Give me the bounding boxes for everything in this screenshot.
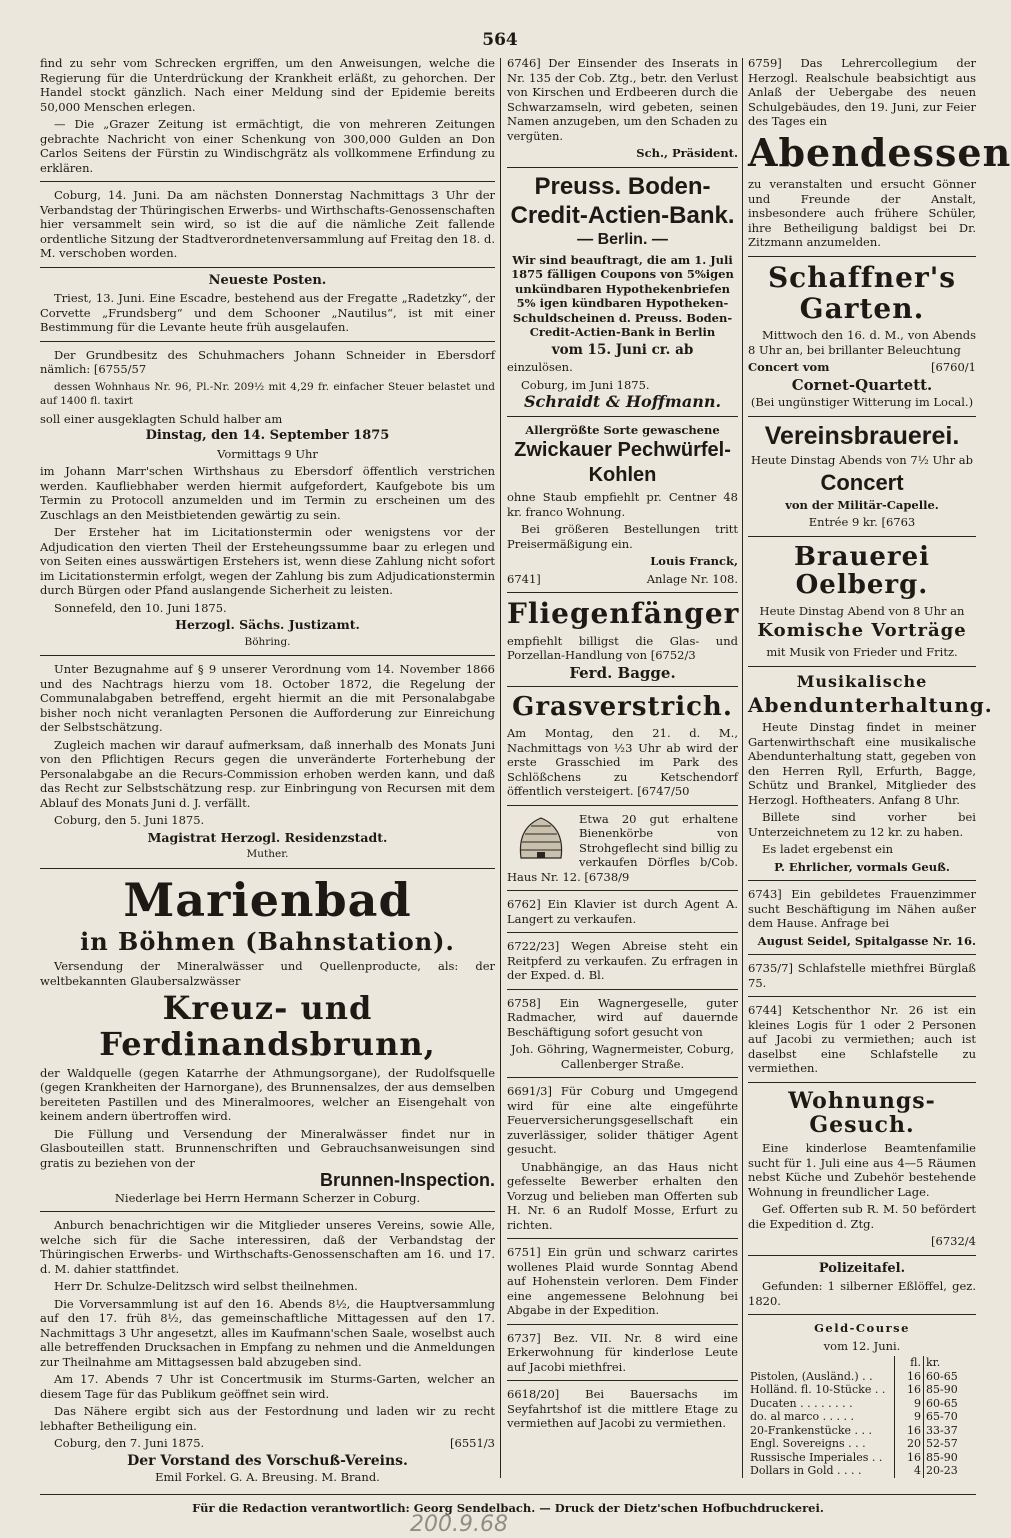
divider — [748, 1082, 976, 1083]
rate-kr: 20-23 — [924, 1464, 977, 1478]
brauerei-concert: Concert — [820, 469, 904, 495]
musik-text-3: Es ladet ergebenst ein — [762, 842, 894, 857]
ad-6737: 6737] Bez. VII. Nr. 8 wird eine Erkerwohnung für kinderlose Leute auf Jacobi miethfrei. — [507, 1330, 738, 1374]
marienbad-text-3: Die Füllung und Versendung der Mineralwässer findet nur in Glasbouteillen statt. Brunnenschriften und Gebrauchsanweisungen sind gratis zu beziehen von der — [40, 1126, 495, 1170]
divider — [507, 416, 738, 417]
divider — [507, 989, 738, 990]
marienbad-text-1: Versendung der Mineralwässer und Quellenproducte, als: der weltbekannten Glaubersalzwässer — [40, 959, 495, 988]
rate-kr: 65-70 — [924, 1410, 977, 1424]
garten-text: Mittwoch den 16. d. M., von Abends 8 Uhr an, bei brillanter Beleuchtung — [748, 328, 976, 357]
divider — [507, 805, 738, 806]
divider — [40, 341, 495, 342]
verein-text-3: Die Vorversammlung ist auf den 16. Abends 8½, die Hauptversammlung auf den 17. früh 8½, das gemeinschaftliche Mittagessen auf den 17. Nachmittags 3 Uhr angesetzt, alles im Kaufmann'schen Saale, woselbst auch alle betreffenden Drucksachen in Empfang zu nehmen und die Anmeldungen zur Theilnahme am Mittagsessen bald abzugeben sind. — [40, 1296, 495, 1369]
bank-text-3: einzulösen. — [507, 360, 573, 375]
niederlage: Niederlage bei Herrn Hermann Scherzer in Coburg. — [114, 1190, 421, 1205]
coal-text-2: Bei größeren Bestellungen tritt Preisermäßigung ein. — [507, 522, 738, 551]
divider — [507, 1238, 738, 1239]
exchange-rate-table — [748, 1356, 976, 1478]
marienbad-springs: Kreuz- und Ferdinandsbrunn, — [99, 989, 436, 1063]
bank-city: — Berlin. — — [577, 230, 668, 248]
table-row — [748, 1370, 976, 1384]
cholera-report: find zu sehr vom Schrecken ergriffen, um den Anweisungen, welche die Regierung für die Unterdrückung der Krankheit erläßt, zu gehorchen. Der Handel stockt gänzlich. Nach einer Meldung sind der Epidemie bereits 50,000 Menschen erlegen. — [40, 56, 495, 114]
oelberg-title: Brauerei Oelberg. — [793, 541, 931, 601]
ad-6722: 6722/23] Wegen Abreise steht ein Reitpferd zu verkaufen. Zu erfragen in der Exped. d. Bl. — [507, 939, 738, 983]
beehive-icon — [511, 814, 571, 860]
table-row — [748, 1437, 976, 1451]
gras-text: Am Montag, den 21. d. M., Nachmittags von ½3 Uhr ab wird der erste Grasschied im Park des Schlößchens zu Ketschendorf öffentlich versteigert. [6747/50 — [507, 726, 738, 799]
coal-ref: 6741] — [507, 571, 541, 586]
auction-signer: Böhring. — [244, 635, 291, 648]
hive-text: Etwa 20 gut erhaltene Bienenkörbe von Strohgeflecht sind billig zu verkaufen Dörfles b/Cob. Haus Nr. 12. [6738/9 — [507, 811, 738, 884]
rate-kr: 60-65 — [924, 1397, 977, 1411]
column-divider — [742, 58, 743, 1478]
fly-seller: Ferd. Bagge. — [569, 663, 676, 682]
verein-ref: [6551/3 — [450, 1436, 495, 1451]
musik-title-2: Abendunterhaltung. — [748, 693, 993, 718]
oelberg-text: Heute Dinstag Abend von 8 Uhr an — [759, 603, 965, 618]
rate-fl: 16 — [895, 1370, 924, 1384]
wohnung-text: Eine kinderlose Beamtenfamilie sucht für 1. Juli eine aus 4—5 Räumen nebst Küche und Zubehör bestehende Wohnung in freundlicher Lage. — [748, 1141, 976, 1199]
ad-6743: 6743] Ein gebildetes Frauenzimmer sucht Beschäftigung im Nähen außer dem Hause. Anfrage bei — [748, 887, 976, 931]
ad-6758-signer: Joh. Göhring, Wagnermeister, Coburg, Callenberger Straße. — [510, 1042, 735, 1071]
ad-6744: 6744] Ketschenthor Nr. 26 ist ein kleines Logis für 1 oder 2 Personen auf Jacobi zu vermiethen; auch ist daselbst eine Schlafstelle zu vermiethen. — [748, 1003, 976, 1076]
auction-house: dessen Wohnhaus Nr. 96, Pl.-Nr. 209½ mit 4,29 fr. einfacher Steuer belastet und auf 1400 fl. taxirt — [40, 380, 495, 407]
divider — [40, 181, 495, 182]
musik-text: Heute Dinstag findet in meiner Gartenwirthschaft eine musikalische Abendunterhaltung statt, gegeben von den Herren Ryll, Erfurth, Bagge, Schütz und Brankel, Mitglieder des Herzogl. Hoftheaters. Anfang 8 Uhr. — [748, 720, 976, 807]
coal-title-1: Zwickauer Pechwürfel- — [514, 439, 731, 462]
garten-ref: [6760/1 — [931, 360, 976, 375]
rate-kr: 52-57 — [924, 1437, 977, 1451]
auction-terms: Der Ersteher hat im Licitationstermin oder wenigstens vor der Adjudication den vierten Theil der Ersteheungssumme baar zu erlegen und von Seiten eines ausswärtigen Erstehers ist, wenn diese Zahlung nicht sofort im Licitationstermin erfolgt, wegen der Zahlung bis zum Adjudicationstermin durch Bürgen oder Pfand auslangende Sicherheit zu leisten. — [40, 525, 495, 597]
coburg-report: Coburg, 14. Juni. Da am nächsten Donnerstag Nachmittags 3 Uhr der Verbandstag der Thüringischen Erwerbs- und Wirthschafts-Genossenschaften hier versammelt sein wird, so ist die auf die nämliche Zeit fallende ordentliche Sitzung der Stadtverordnetenversammlung auf Freitag den 18. d. M. verschoben worden. — [40, 188, 495, 260]
brauerei-ref: [6763 — [881, 515, 916, 530]
rate-fl: 20 — [895, 1437, 924, 1451]
pencil-annotation: 200.9.68 — [410, 1512, 508, 1537]
magistrat-dateline: Coburg, den 5. Juni 1875. — [54, 813, 205, 827]
geld-title: Geld-Course — [814, 1321, 910, 1336]
ad-6746-signer: Sch., Präsident. — [636, 146, 738, 160]
coal-title-2: Kohlen — [588, 464, 657, 487]
auction-dateline: Sonnefeld, den 10. Juni 1875. — [54, 600, 227, 615]
magistrat-signer: Muther. — [246, 848, 289, 860]
page-footer: Für die Redaction verantwortlich: Georg Sendelbach. — Druck der Dietz'schen Hofbuchdruckerei. — [40, 1494, 976, 1515]
table-header-row — [748, 1356, 976, 1370]
rate-fl: 4 — [895, 1464, 924, 1478]
magistrat-text-1: Unter Bezugnahme auf § 9 unserer Verordnung vom 14. November 1866 und des Nachtrags hierzu vom 18. October 1872, die Regelung der Communalabgaben betreffend, ergeht hiermit an die mit Personalabgabe bisher noch nicht veranlagten Personen die Aufforderung zur Einreichung der Selbstschätzung. — [40, 662, 495, 734]
divider — [748, 416, 976, 417]
currency-name: Dollars in Gold . . . . — [750, 1464, 862, 1478]
rate-kr: 33-37 — [924, 1424, 977, 1438]
column-divider — [500, 58, 501, 1478]
coal-address: Anlage Nr. 108. — [646, 571, 738, 586]
rate-fl: 16 — [895, 1383, 924, 1397]
garten-concert: Concert vom — [748, 360, 830, 375]
geld-date: vom 12. Juni. — [823, 1338, 901, 1353]
auction-authority: Herzogl. Sächs. Justizamt. — [175, 617, 360, 632]
divider — [507, 686, 738, 687]
magistrat-text-2: Zugleich machen wir darauf aufmerksam, daß innerhalb des Monats Juni von den Pflichtigen Recurs gegen die unveränderte Forterhebung der Personalabgabe an die Recurs-Commission erhoben werden kann, und daß das Recht zur Selbstschätzung resp. zur Einbringung von Recursen mit dem Ablauf des Monats Juni d. J. verfällt. — [40, 737, 495, 810]
currency-name: 20-Frankenstücke . . . — [750, 1423, 872, 1437]
rate-fl: 16 — [895, 1451, 924, 1465]
ad-6743-signer: August Seidel, Spitalgasse Nr. 16. — [757, 933, 976, 948]
wohnung-text-2: Gef. Offerten sub R. M. 50 befördert die Expedition d. Ztg. — [748, 1202, 976, 1231]
verein-signers: Emil Forkel. G. A. Breusing. M. Brand. — [155, 1470, 380, 1485]
graz-report: — Die „Grazer Zeitung ist ermächtigt, die von mehreren Zeitungen gebrachte Nachricht von einer Schenkung von 300,000 Gulden an Don Carlos Seitens der Fürstin zu Windischgrätz als vollkommene Erfindung zu erklären. — [40, 117, 495, 175]
divider — [748, 954, 976, 955]
divider — [40, 868, 495, 869]
currency-name: Russische Imperiales . . — [750, 1450, 883, 1464]
currency-name: Holländ. fl. 10-Stücke . . — [750, 1383, 886, 1397]
divider — [507, 592, 738, 593]
currency-name: Ducaten . . . . . . . . — [750, 1396, 853, 1410]
musik-signer: P. Ehrlicher, vormals Geuß. — [774, 859, 950, 874]
brauerei-text: Heute Dinstag Abends von 7½ Uhr ab — [751, 453, 973, 468]
bank-title-1: Preuss. Boden- — [534, 172, 711, 200]
garten-quartet: Cornet-Quartett. — [791, 375, 933, 394]
divider — [507, 167, 738, 168]
rate-fl: 9 — [895, 1410, 924, 1424]
bank-signer: Schraidt & Hoffmann. — [523, 392, 722, 412]
divider — [748, 1255, 976, 1256]
brauerei-entry-line — [748, 515, 976, 530]
polizei-title: Polizeitafel. — [818, 1260, 906, 1276]
bank-text-1: Wir sind beauftragt, die am 1. Juli 1875 fälligen Coupons von 5%igen unkündbaren Hypothekenbriefen 5% igen kündbaren Hypotheken-Schuldscheinen d. Preuss. Boden-Credit-Actien-Bank in Berlin — [511, 252, 734, 340]
musik-text-2: Billete sind vorher bei Unterzeichnetem zu 12 kr. zu haben. — [748, 810, 976, 839]
table-row — [748, 1464, 976, 1478]
divider — [507, 1077, 738, 1078]
rate-kr: 85-90 — [924, 1451, 977, 1465]
ad-6735: 6735/7] Schlafstelle miethfrei Bürglaß 75. — [748, 961, 976, 990]
bank-title-2: Credit-Actien-Bank. — [510, 201, 735, 229]
table-row — [748, 1397, 976, 1411]
marienbad-title: Marienbad — [123, 872, 412, 927]
verein-text-5: Das Nähere ergibt sich aus der Festordnung und laden wir zu recht lebhafter Betheiligung ein. — [40, 1404, 495, 1433]
verein-text-1: Anburch benachrichtigen wir die Mitglieder unseres Vereins, sowie Alle, welche sich für die Sache interessiren, daß der Verbandstag der Thüringischen Erwerbs- und Wirthschafts-Genossenschaften am 16. und 17. d. M. dahier stattfindet. — [40, 1218, 495, 1276]
rate-kr: 85-90 — [924, 1383, 977, 1397]
rate-kr: 60-65 — [924, 1370, 977, 1384]
wohnung-ref: [6732/4 — [931, 1234, 976, 1249]
coal-text: ohne Staub empfiehlt pr. Centner 48 kr. franco Wohnung. — [507, 490, 738, 519]
fly-text: empfiehlt billigst die Glas- und Porzellan-Handlung von [6752/3 — [507, 633, 738, 663]
table-row — [748, 1383, 976, 1397]
marienbad-text-2: der Waldquelle (gegen Katarrhe der Athmungsorgane), der Rudolfsquelle (gegen Krankheiten der Harnorgane), des Brunnensalzes, der aus demselben bereiteten Pastillen und des Mineralmoores, welcher an Eisengehalt von keinem andern übertroffen wird. — [40, 1065, 495, 1124]
divider — [748, 996, 976, 997]
bank-text-2: vom 15. Juni cr. ab — [551, 341, 694, 358]
ad-6746: 6746] Der Einsender des Inserats in Nr. 135 der Cob. Ztg., betr. den Verlust von Kirschen und Erdbeeren durch die Schwarzamseln, wird gebeten, seinen Namen anzugeben, um den Schaden zu vergüten. — [507, 56, 738, 143]
table-header: fl. — [895, 1356, 924, 1370]
auction-place: im Johann Marr'schen Wirthshaus zu Ebersdorf öffentlich verstrichen werden. Kaufliebhaber werden hiermit aufgefordert, Kaufgebote bis um Termin zu Protocoll anzumelden und im Termin zu erscheinen um des Zuschlags an den Meistbietenden gewärtig zu sein. — [40, 464, 495, 522]
ad-6762: 6762] Ein Klavier ist durch Agent A. Langert zu verkaufen. — [507, 897, 738, 926]
ad-6751: 6751] Ein grün und schwarz carirtes wollenes Plaid wurde Sonntag Abend auf Hohenstein verloren. Dem Finder eine angemessene Belohnung bei Abgabe in der Expedition. — [507, 1245, 738, 1318]
verein-authority: Der Vorstand des Vorschuß-Vereins. — [127, 1452, 408, 1469]
ad-6618: 6618/20] Bei Bauersachs im Seyfahrtshof ist die mittlere Etage zu vermiethen auf Jacobi zu vermiethen. — [507, 1387, 738, 1431]
ad-6691: 6691/3] Für Coburg und Umgegend wird für eine alte eingeführte Feuerversicherungsgesellschaft ein zuverlässiger, solider thätiger Agent gesucht. — [507, 1084, 738, 1157]
verein-date: Coburg, den 7. Juni 1875. — [54, 1436, 205, 1451]
currency-name: Pistolen, (Ausländ.) . . — [750, 1369, 873, 1383]
divider — [40, 267, 495, 268]
news-heading: Neueste Posten. — [208, 272, 327, 288]
column-middle — [507, 56, 738, 1486]
garten-title: Schaffner's Garten. — [767, 260, 957, 325]
table-row — [748, 1424, 976, 1438]
rate-fl: 9 — [895, 1397, 924, 1411]
ad-6691-b: Unabhängige, an das Haus nicht gefesselte Bewerber erhalten den Vorzug und belieben man Offerten sub H. Nr. 6 an Rudolf Mosse, Erfurt zu richten. — [507, 1159, 738, 1232]
gras-title: Grasverstrich. — [512, 692, 733, 723]
divider — [40, 655, 495, 656]
ad-6759-b: zu veranstalten und ersucht Gönner und Freunde der Anstalt, insbesondere auch frühere Schüler, ihre Betheiligung baldigst bei Dr. Zitzmann anzumelden. — [748, 177, 976, 250]
ad-6759: 6759] Das Lehrercollegium der Herzogl. Realschule beabsichtigt aus Anlaß der Uebergabe des neuen Schulgebäudes, den 19. Juni, zur Feier des Tages ein — [748, 56, 976, 128]
divider — [507, 932, 738, 933]
rate-fl: 16 — [895, 1424, 924, 1438]
abend-title: Abendessen — [748, 129, 1011, 175]
bank-dateline: Coburg, im Juni 1875. — [521, 377, 650, 392]
divider — [748, 256, 976, 257]
coal-seller: Louis Franck, — [650, 554, 738, 569]
currency-name: Engl. Sovereigns . . . — [750, 1437, 866, 1451]
divider — [748, 536, 976, 537]
wohnung-title: Wohnungs-Gesuch. — [788, 1087, 936, 1138]
page-number: 564 — [482, 30, 518, 50]
oelberg-text-2: mit Musik von Frieder und Fritz. — [766, 645, 958, 660]
verein-dateline — [40, 1436, 495, 1451]
musik-title-1: Musikalische — [796, 671, 928, 691]
triest-report: Triest, 13. Juni. Eine Escadre, bestehend aus der Fregatte „Radetzky“, der Corvette „Frundsberg“ und dem Schooner „Nautilus“, ist mit einer Bestimmung für die Levante heute früh ausgelaufen. — [40, 291, 495, 334]
brauerei-entry: Entrée 9 kr. — [808, 515, 878, 530]
brauerei-by: von der Militär-Capelle. — [785, 497, 939, 512]
divider — [748, 1314, 976, 1315]
verein-text-4: Am 17. Abends 7 Uhr ist Concertmusik im Sturms-Garten, welcher an diesem Tage für das Publikum geöffnet sein wird. — [40, 1372, 495, 1401]
ad-6758: 6758] Ein Wagnergeselle, guter Radmacher, wird auf dauernde Beschäftigung sofort gesucht von — [507, 995, 738, 1039]
marienbad-subtitle: in Böhmen (Bahnstation). — [80, 927, 455, 957]
auction-time: Vormittags 9 Uhr — [217, 446, 318, 461]
coal-footer — [507, 572, 738, 587]
table-header: kr. — [924, 1356, 977, 1370]
currency-name: do. al marco . . . . . — [750, 1410, 855, 1424]
oelberg-subtitle: Komische Vorträge — [757, 620, 967, 642]
polizei-text: Gefunden: 1 silberner Eßlöffel, gez. 1820. — [748, 1279, 976, 1308]
divider — [507, 1324, 738, 1325]
garten-concert-line — [748, 360, 976, 375]
brunnen-inspection: Brunnen-Inspection. — [320, 1170, 495, 1191]
divider — [507, 1380, 738, 1381]
column-right — [748, 56, 1011, 1486]
table-row — [748, 1451, 976, 1465]
fly-title: Fliegenfänger — [507, 597, 740, 631]
garten-weather: (Bei ungünstiger Witterung im Local.) — [750, 395, 974, 410]
verein-text-2: Herr Dr. Schulze-Delitzsch wird selbst theilnehmen. — [54, 1279, 358, 1294]
auction-debt: soll einer ausgeklagten Schuld halber am — [40, 411, 283, 426]
divider — [748, 666, 976, 667]
magistrat-authority: Magistrat Herzogl. Residenzstadt. — [147, 829, 388, 845]
brauerei-title: Vereinsbrauerei. — [764, 421, 960, 450]
divider — [507, 890, 738, 891]
divider — [748, 880, 976, 881]
table-row — [748, 1410, 976, 1424]
divider — [40, 1211, 495, 1212]
auction-intro: Der Grundbesitz des Schuhmachers Johann Schneider in Ebersdorf nämlich: [6755/57 — [40, 347, 495, 376]
coal-line-1: Allergrößte Sorte gewaschene — [525, 422, 720, 437]
auction-date: Dinstag, den 14. September 1875 — [145, 428, 390, 443]
column-left — [40, 56, 495, 1486]
